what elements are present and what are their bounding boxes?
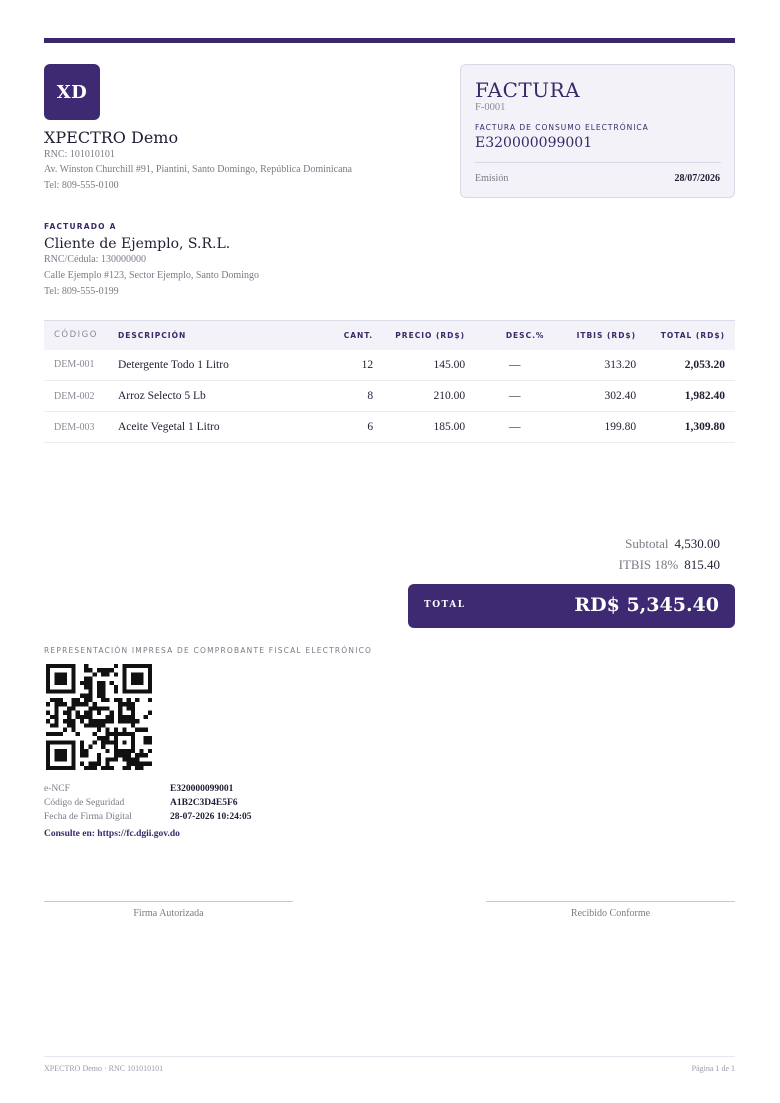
signature-date-label: Fecha de Firma Digital — [44, 812, 132, 822]
header-codigo: CÓDIGO — [54, 330, 98, 341]
header-itbis: ITBIS (RD$) — [576, 330, 637, 340]
total-value: RD$ 5,345.40 — [574, 594, 719, 616]
row-itbis: 302.40 — [554, 381, 646, 412]
security-code-value: A1B2C3D4E5F6 — [170, 798, 238, 808]
company-name: XPECTRO Demo — [44, 128, 179, 147]
company-rnc: RNC: 101010101 — [44, 149, 115, 160]
received-signature-label: Recibido Conforme — [570, 908, 651, 919]
itbis-row — [560, 557, 720, 573]
authorized-signature-label: Firma Autorizada — [133, 908, 204, 919]
footer-rule — [44, 1056, 735, 1057]
header-precio: PRECIO (RD$) — [395, 330, 466, 340]
subtotal-row — [560, 536, 720, 552]
row-code: DEM-003 — [44, 412, 108, 443]
client-rnc: RNC/Cédula: 130000000 — [44, 254, 146, 265]
fiscal-representation-label: REPRESENTACIÓN IMPRESA DE COMPROBANTE FISCAL ELECTRÓNICO — [44, 646, 373, 655]
client-address: Calle Ejemplo #123, Sector Ejemplo, Santo Domingo — [44, 270, 259, 281]
invoice-divider — [475, 162, 721, 163]
row-qty: 6 — [316, 412, 383, 443]
consult-link[interactable]: Consulte en: https://fc.dgii.gov.do — [44, 829, 180, 839]
total-label: TOTAL — [424, 600, 466, 610]
company-phone: Tel: 809-555-0100 — [44, 180, 119, 191]
table-header-row — [44, 321, 735, 350]
row-qty: 12 — [316, 350, 383, 381]
invoice-number: F-0001 — [475, 102, 506, 113]
row-description: Arroz Selecto 5 Lb — [108, 381, 316, 412]
header-descripcion: DESCRIPCIÓN — [117, 330, 187, 340]
footer-page-number: Página 1 de 1 — [691, 1064, 735, 1073]
row-qty: 8 — [316, 381, 383, 412]
row-itbis: 313.20 — [554, 350, 646, 381]
row-total: 2,053.20 — [646, 350, 735, 381]
qr-code-icon — [46, 664, 152, 770]
row-price: 210.00 — [383, 381, 475, 412]
client-phone: Tel: 809-555-0199 — [44, 286, 119, 297]
table-row — [44, 350, 735, 381]
billed-to-label: FACTURADO A — [44, 222, 117, 231]
company-address: Av. Winston Churchill #91, Piantini, Santo Domingo, República Dominicana — [44, 164, 352, 175]
encf-value: E320000099001 — [170, 784, 234, 794]
emision-label: Emisión — [475, 173, 509, 184]
itbis-label: ITBIS 18% — [618, 557, 679, 572]
table-row — [44, 381, 735, 412]
emision-date: 28/07/2026 — [674, 173, 720, 184]
subtotal-label: Subtotal — [625, 536, 669, 551]
row-total: 1,982.40 — [646, 381, 735, 412]
received-signature-line — [486, 901, 735, 902]
invoice-encf: E320000099001 — [475, 135, 593, 151]
row-total: 1,309.80 — [646, 412, 735, 443]
row-discount: — — [475, 412, 554, 443]
top-accent-rule — [44, 38, 735, 43]
invoice-type-label: FACTURA DE CONSUMO ELECTRÓNICA — [475, 123, 649, 132]
header-total: TOTAL (RD$) — [660, 330, 725, 340]
row-description: Detergente Todo 1 Litro — [108, 350, 316, 381]
client-name: Cliente de Ejemplo, S.R.L. — [44, 236, 231, 252]
subtotal-value: 4,530.00 — [674, 536, 720, 551]
row-discount: — — [475, 381, 554, 412]
row-description: Aceite Vegetal 1 Litro — [108, 412, 316, 443]
itbis-value: 815.40 — [684, 557, 720, 572]
total-bar — [408, 584, 735, 628]
invoice-title: FACTURA — [475, 78, 581, 102]
encf-label: e-NCF — [44, 784, 70, 794]
row-price: 185.00 — [383, 412, 475, 443]
logo-initials: XD — [56, 81, 88, 103]
invoice-info-box — [460, 64, 735, 198]
header-cantidad: CANT. — [343, 330, 374, 340]
authorized-signature-line — [44, 901, 293, 902]
row-code: DEM-002 — [44, 381, 108, 412]
company-logo — [44, 64, 100, 120]
signature-date-value: 28-07-2026 10:24:05 — [170, 812, 252, 822]
row-itbis: 199.80 — [554, 412, 646, 443]
footer-company: XPECTRO Demo · RNC 101010101 — [44, 1064, 164, 1073]
row-code: DEM-001 — [44, 350, 108, 381]
header-descuento: DESC.% — [505, 330, 545, 340]
items-table — [44, 320, 735, 443]
table-row — [44, 412, 735, 443]
security-code-label: Código de Seguridad — [44, 798, 125, 808]
row-price: 145.00 — [383, 350, 475, 381]
row-discount: — — [475, 350, 554, 381]
